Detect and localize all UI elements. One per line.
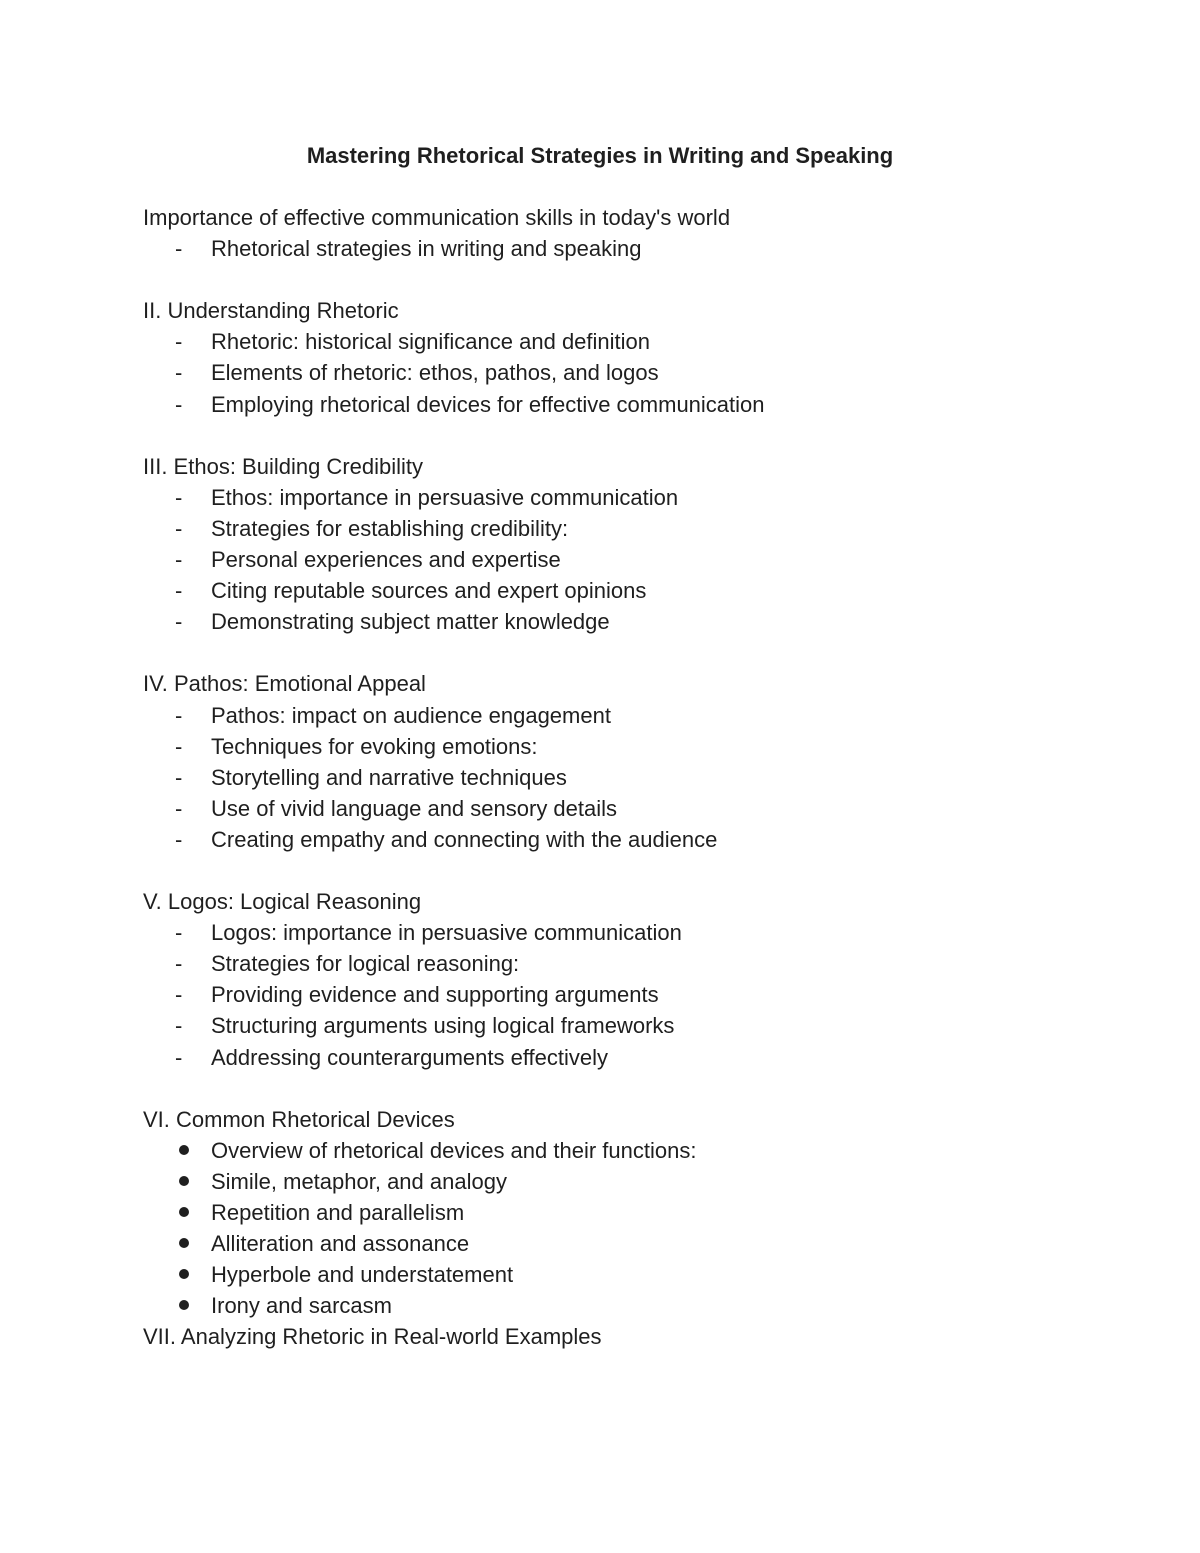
dash-icon: - (175, 609, 183, 635)
list-item (143, 1166, 1143, 1197)
list-item-text: Addressing counterarguments effectively (211, 1044, 609, 1070)
dash-icon: - (175, 236, 183, 262)
outline-section (143, 295, 1143, 419)
dash-icon: - (175, 360, 183, 386)
list-item (143, 1197, 1143, 1228)
list-item-text: Hyperbole and understatement (211, 1262, 514, 1288)
list-item (143, 731, 1143, 762)
section-heading: Importance of effective communication skills in today's world (143, 205, 731, 230)
list-item (143, 575, 1143, 606)
list-item-text: Overview of rhetorical devices and their functions: (211, 1137, 697, 1163)
section-list (143, 482, 1143, 637)
list-item (143, 513, 1143, 544)
list-item-text: Simile, metaphor, and analogy (211, 1168, 507, 1194)
dash-icon: - (175, 826, 183, 852)
list-item-text: Rhetoric: historical significance and definition (211, 329, 651, 355)
bullet-icon (179, 1145, 189, 1155)
list-item-text: Pathos: impact on audience engagement (211, 702, 611, 728)
list-item-text: Structuring arguments using logical frameworks (211, 1013, 675, 1039)
bullet-icon (179, 1238, 189, 1248)
dash-icon: - (175, 920, 183, 946)
list-item (143, 762, 1143, 793)
dash-icon: - (175, 484, 183, 510)
list-item-text: Techniques for evoking emotions: (211, 733, 538, 759)
outline-section (143, 1104, 1143, 1322)
list-item-text: Employing rhetorical devices for effective communication (211, 391, 765, 417)
list-item-text: Providing evidence and supporting arguments (211, 982, 659, 1008)
dash-icon: - (175, 795, 183, 821)
dash-icon: - (175, 391, 183, 417)
dash-icon: - (175, 1013, 183, 1039)
list-item (143, 233, 1143, 264)
list-item (143, 326, 1143, 357)
bullet-icon (179, 1300, 189, 1310)
section-list (143, 233, 1143, 264)
section-list (143, 917, 1143, 1072)
list-item-text: Ethos: importance in persuasive communication (211, 484, 679, 510)
list-item-text: Use of vivid language and sensory details (211, 795, 618, 821)
dash-icon: - (175, 702, 183, 728)
list-item-text: Storytelling and narrative techniques (211, 764, 567, 790)
list-item-text: Irony and sarcasm (211, 1293, 392, 1319)
section-list (143, 326, 1143, 419)
outline-section (143, 202, 1143, 264)
document-title: Mastering Rhetorical Strategies in Writing and Speaking (306, 143, 894, 168)
outline-body (143, 202, 1143, 1352)
dash-icon: - (175, 982, 183, 1008)
list-item (143, 948, 1143, 979)
list-item-text: Demonstrating subject matter knowledge (211, 609, 610, 635)
section-heading: VI. Common Rhetorical Devices (143, 1106, 455, 1132)
outline-section (143, 886, 1143, 1073)
list-item (143, 389, 1143, 420)
list-item-text: Alliteration and assonance (211, 1231, 470, 1257)
list-item-text: Creating empathy and connecting with the audience (211, 826, 718, 852)
dash-icon: - (175, 515, 183, 541)
dash-icon: - (175, 1044, 183, 1070)
dash-icon: - (175, 951, 183, 977)
list-item (143, 544, 1143, 575)
list-item (143, 700, 1143, 731)
outline-section (143, 668, 1143, 855)
list-item (143, 1135, 1143, 1166)
section-heading: III. Ethos: Building Credibility (143, 453, 424, 479)
list-item (143, 482, 1143, 513)
section-list (143, 700, 1143, 855)
list-item (143, 606, 1143, 637)
section-heading: VII. Analyzing Rhetoric in Real-world Examples (143, 1324, 602, 1350)
list-item (143, 1259, 1143, 1290)
list-item (143, 1228, 1143, 1259)
list-item (143, 917, 1143, 948)
list-item (143, 1042, 1143, 1073)
list-item-text: Strategies for logical reasoning: (211, 951, 520, 977)
list-item (143, 793, 1143, 824)
section-heading: V. Logos: Logical Reasoning (143, 889, 422, 915)
section-heading: IV. Pathos: Emotional Appeal (143, 671, 426, 697)
dash-icon: - (175, 547, 183, 573)
outline-section (143, 451, 1143, 638)
dash-icon: - (175, 733, 183, 759)
section-list (143, 1135, 1143, 1322)
list-item (143, 357, 1143, 388)
list-item-text: Strategies for establishing credibility: (211, 515, 569, 541)
list-item-text: Logos: importance in persuasive communication (211, 920, 682, 946)
list-item (143, 979, 1143, 1010)
outline-section (143, 1321, 1143, 1352)
list-item-text: Citing reputable sources and expert opinions (211, 578, 647, 604)
bullet-icon (179, 1269, 189, 1279)
dash-icon: - (175, 578, 183, 604)
dash-icon: - (175, 764, 183, 790)
list-item (143, 1290, 1143, 1321)
list-item (143, 824, 1143, 855)
bullet-icon (179, 1176, 189, 1186)
bullet-icon (179, 1207, 189, 1217)
section-heading: II. Understanding Rhetoric (143, 298, 399, 324)
list-item-text: Rhetorical strategies in writing and speaking (211, 236, 642, 262)
list-item-text: Repetition and parallelism (211, 1200, 465, 1225)
list-item-text: Personal experiences and expertise (211, 547, 561, 573)
dash-icon: - (175, 329, 183, 355)
list-item (143, 1010, 1143, 1041)
list-item-text: Elements of rhetoric: ethos, pathos, and logos (211, 360, 659, 386)
